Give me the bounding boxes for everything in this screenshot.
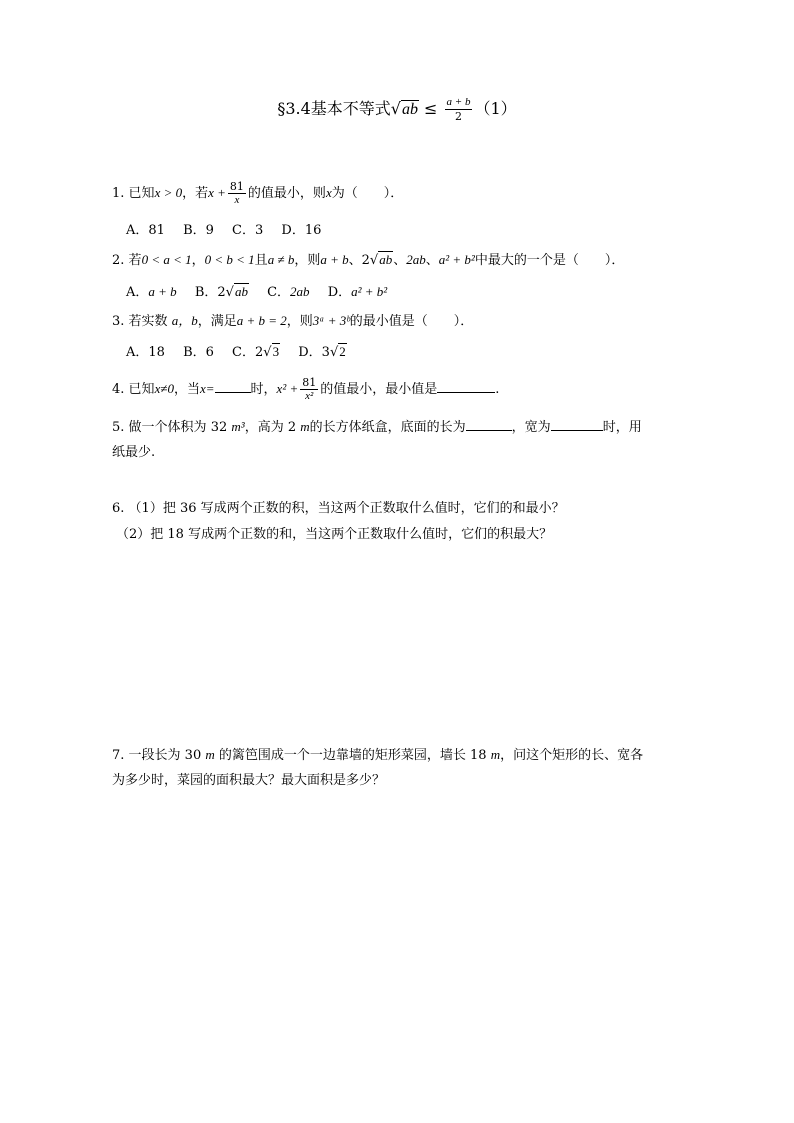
q2-cond-1: 0 < a < 1	[141, 252, 192, 267]
q4-frac-num: 81	[302, 376, 317, 389]
q5-length-blank[interactable]	[466, 418, 512, 431]
q1-frac-den: x	[234, 194, 240, 206]
q2-cond-3: a ≠ b	[267, 252, 295, 267]
q2-expr-1: a + b	[320, 252, 349, 267]
q4-answer-blank-2[interactable]	[437, 380, 495, 393]
q1-fraction	[228, 180, 246, 207]
q1-text-4: 为（ ）．	[331, 186, 404, 201]
question-5	[112, 418, 642, 437]
q1-number: 1.	[112, 186, 125, 201]
q6-part-1-text: （1）把 36 写成两个正数的积，当这两个正数取什么值时，它们的和最小？	[128, 501, 565, 516]
q4-text-3: 时，	[250, 382, 277, 397]
q2-expr-2-sqrt: √ab	[369, 252, 393, 268]
title-sqrt-radicand: ab	[401, 101, 418, 118]
q4-variable: x=	[199, 381, 215, 396]
q1-option-a: A．81	[126, 223, 165, 238]
q1-frac-num: 81	[229, 180, 244, 193]
title-leq: ≤	[418, 99, 443, 118]
q1-option-c: C．3	[232, 223, 264, 238]
question-7	[112, 746, 643, 765]
q2-expr-2-coef: 2	[361, 253, 370, 268]
q2-sep-1: ，	[191, 253, 205, 268]
q4-frac-den: x²	[305, 390, 314, 402]
title-prefix: §3.4基本不等式	[277, 99, 391, 118]
q6-number: 6.	[112, 501, 125, 516]
q3-option-a: A．18	[126, 345, 165, 360]
q4-number: 4.	[112, 382, 125, 397]
q7-unit-2: m	[490, 747, 501, 762]
q1-options	[126, 222, 335, 240]
title-suffix: （1）	[474, 99, 517, 118]
q2-sep-4: 、	[425, 253, 439, 268]
q2-option-b-radicand: ab	[234, 284, 248, 299]
q2-options	[126, 283, 401, 302]
q5-number: 5.	[112, 420, 125, 435]
q5-text-4: ，宽为	[511, 420, 551, 435]
q6-part-2-text: （2）把 18 写成两个正数的和，当这两个正数取什么值时，它们的积最大？	[116, 527, 553, 542]
q3-option-c-radicand: 3	[272, 344, 280, 359]
q2-text-2: 且	[254, 253, 268, 268]
q1-text-2: ，若	[182, 186, 209, 201]
question-3	[112, 312, 473, 331]
q3-options	[126, 343, 361, 362]
q4-answer-blank-1[interactable]	[215, 380, 251, 393]
q2-expr-2-radicand: ab	[379, 252, 393, 267]
question-1	[112, 180, 403, 207]
q7-text-4: 为多少时，菜园的面积最大？最大面积是多少？	[112, 773, 386, 788]
q1-option-d: D．16	[281, 223, 322, 238]
q7-number: 7.	[112, 748, 125, 763]
page-title	[0, 96, 794, 123]
q2-option-b-sqrt: √ab	[225, 284, 248, 300]
q4-text-1: 已知	[128, 382, 155, 397]
question-6-part-2	[116, 526, 552, 544]
q2-option-a-label: A．	[126, 285, 149, 300]
q4-condition: x≠0	[154, 381, 174, 396]
q5-text-1: 做一个体积为	[128, 420, 207, 435]
q2-option-b-label: B．	[194, 285, 218, 300]
q2-option-a	[126, 285, 177, 300]
q1-option-b: B．9	[183, 223, 214, 238]
question-6-part-1	[112, 500, 565, 518]
q5-text-6: 纸最少.	[112, 445, 156, 460]
q5-width-blank[interactable]	[551, 418, 603, 431]
q3-expression: 3ᵃ + 3ᵇ	[312, 313, 350, 328]
q2-option-c	[267, 285, 309, 300]
q1-condition: x > 0	[154, 185, 183, 200]
q7-text-1: 一段长为 30	[128, 748, 202, 763]
q4-text-4: 的值最小，最小值是	[320, 382, 438, 397]
q3-option-b: B．6	[183, 345, 214, 360]
q5-volume-unit: m³	[231, 419, 245, 434]
q3-text-3: ，则	[286, 314, 313, 329]
q3-option-d	[298, 345, 347, 360]
q4-expression: x² +	[276, 381, 299, 396]
q2-option-a-expr: a + b	[148, 284, 177, 299]
q2-option-c-label: C．	[267, 285, 291, 300]
q3-text-4: 的最小值是（ ）．	[349, 314, 474, 329]
q4-fraction	[300, 376, 318, 403]
q7-unit-1: m	[205, 747, 215, 762]
q3-number: 3.	[112, 314, 125, 329]
q2-option-c-expr: 2ab	[290, 284, 310, 299]
q2-text-3: ，则	[294, 253, 321, 268]
q5-text-5: 时，用	[602, 420, 642, 435]
question-2	[112, 251, 624, 270]
q3-option-d-sqrt: √2	[329, 344, 346, 360]
q4-text-2: ，当	[173, 382, 200, 397]
q2-cond-2: 0 < b < 1	[204, 252, 255, 267]
q5-text-3: 的长方体纸盒，底面的长为	[309, 420, 466, 435]
q3-condition: a + b = 2	[236, 313, 287, 328]
q1-text-3: 的值最小，则	[247, 186, 326, 201]
q1-variable: x	[325, 185, 332, 200]
question-7-cont	[112, 772, 385, 790]
question-4	[112, 376, 499, 403]
q2-option-b-coef: 2	[217, 285, 226, 300]
q5-text-2: ，高为	[244, 420, 284, 435]
q2-expr-3: 2ab	[406, 252, 426, 267]
q3-option-c-label: C．	[232, 345, 255, 360]
q3-option-c-coef: 2	[255, 345, 264, 360]
title-fraction	[445, 96, 473, 123]
q7-text-3: ，问这个矩形的长、宽各	[500, 748, 644, 763]
q5-height: 2	[287, 420, 297, 435]
q2-option-d	[328, 285, 388, 300]
q4-text-5: .	[495, 382, 500, 397]
q2-sep-2: 、	[348, 253, 362, 268]
q5-volume: 32	[210, 420, 228, 435]
q2-sep-3: 、	[393, 253, 407, 268]
q3-option-d-coef: 3	[321, 345, 330, 360]
q3-option-d-label: D．	[298, 345, 322, 360]
q1-text-1: 已知	[128, 186, 155, 201]
q2-number: 2.	[112, 253, 125, 268]
q3-option-c	[232, 345, 280, 360]
q2-option-b	[195, 285, 249, 300]
q3-option-c-sqrt: √3	[263, 344, 280, 360]
q7-text-2: 的篱笆围成一个一边靠墙的矩形菜园，墙长 18	[218, 748, 487, 763]
q1-expression: x +	[208, 185, 226, 200]
q3-text-1: 若实数	[128, 314, 168, 329]
q2-option-d-expr: a² + b²	[351, 284, 388, 299]
q3-option-d-radicand: 2	[339, 344, 346, 359]
title-sqrt: √ab	[390, 99, 418, 118]
q2-text-1: 若	[128, 253, 142, 268]
q2-option-d-label: D．	[327, 285, 352, 300]
question-5-cont	[112, 444, 155, 462]
title-frac-den: 2	[455, 110, 463, 123]
q2-expr-4: a² + b²	[438, 252, 475, 267]
q3-text-2: ，满足	[197, 314, 237, 329]
q3-vars: a，b	[171, 313, 198, 328]
title-frac-num: a + b	[446, 96, 471, 108]
q5-height-unit: m	[300, 419, 310, 434]
q2-text-4: 中最大的一个是（ ）．	[474, 253, 625, 268]
